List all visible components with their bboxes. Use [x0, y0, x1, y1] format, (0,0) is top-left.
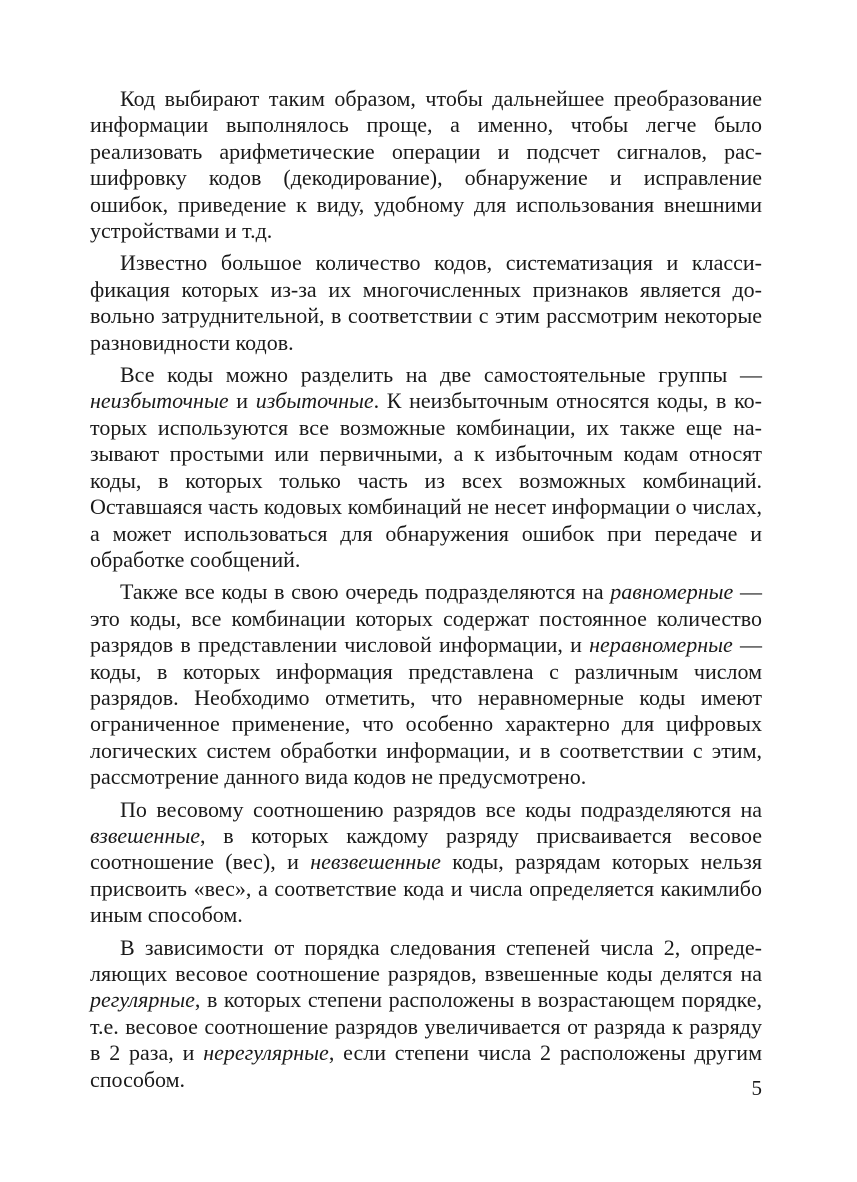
paragraph-text: — коды, в которых информация представлена с различным числом разрядов. Необходимо отметить, что неравномерные коды имеют ограниченное применение, что особенно характерно для цифровых логических систем обработки информации, и в соответствии с этим, рассмотрение данного вида кодов не предусмотрено. — [90, 632, 763, 790]
italic-term: невзвешенные — [310, 849, 441, 875]
paragraph-text: Код выбирают таким образом, чтобы дальнейшее преобразование информации выполнялось проще, а именно, чтобы легче было реализовать арифметические операции и подсчет сигналов, расшифровку кодов (декодирование), обнаружение и исправление ошибок, приведение к виду, удобному для использования внешними устройствами и т.д. — [90, 86, 762, 244]
paragraph-text: Все коды можно разделить на две самостоятельные группы — — [120, 362, 762, 388]
italic-term: избыточные — [255, 388, 374, 414]
paragraph — [90, 935, 762, 1093]
paragraph — [90, 362, 762, 573]
paragraph-text: Известно большое количество кодов, систематизация и классификация которых из-за их многочисленных признаков является довольно затруднительной, в соответствии с этим рассмотрим некоторые разновидности кодов. — [90, 250, 762, 355]
paragraph-text: , в которых каждому разряду присваивается весовое соотношение (вес), и — [90, 822, 762, 875]
paragraph-text: Также все коды в свою очередь подразделяются на — [120, 579, 611, 605]
paragraph-text: По весовому соотношению разрядов все коды подразделяются на — [120, 796, 762, 822]
italic-term: регулярные — [90, 987, 195, 1013]
page-number: 5 — [751, 1076, 762, 1100]
paragraph — [90, 250, 762, 356]
italic-term: равномерные — [610, 579, 734, 605]
italic-term: неизбыточные — [90, 388, 229, 414]
paragraph-text: , если степени числа 2 расположены другим способом. — [90, 1040, 762, 1092]
paragraph-text: и — [228, 388, 256, 414]
paragraph-text: коды, разрядам которых нельзя присвоить «вес», а соответствие кода и числа определяется какимлибо иным способом. — [90, 849, 762, 928]
paragraph-text: , в которых степени расположены в возрастающем порядке, т.е. весовое соотношение разрядов увеличивается от разряда к разряду в 2 раза, и — [90, 987, 762, 1066]
body-text — [90, 86, 762, 1093]
italic-term: взвешенные — [90, 822, 201, 848]
paragraph — [90, 797, 762, 929]
paragraph — [90, 579, 762, 790]
italic-term: нерегулярные — [203, 1040, 329, 1066]
paragraph-text: . К неизбыточным относятся коды, в которых используются все возможные комбинации, их также еще называют простыми или первичными, а к избыточным кодам относят коды, в которых только часть из всех возможных комбинаций. Оставшаяся часть кодовых комбинаций не несет информации о числах, а может использоваться для обнаружения ошибок при передаче и обработке сообщений. — [90, 388, 762, 572]
paragraph — [90, 86, 762, 244]
paragraph-text: В зависимости от порядка следования степеней числа 2, определяющих весовое соотношение разрядов, взвешенные коды делятся на — [90, 934, 762, 986]
italic-term: неравномерные — [589, 632, 733, 658]
paragraph-text: — это коды, все комбинации которых содержат постоянное количество разрядов в представлении числовой информации, и — [90, 579, 762, 658]
